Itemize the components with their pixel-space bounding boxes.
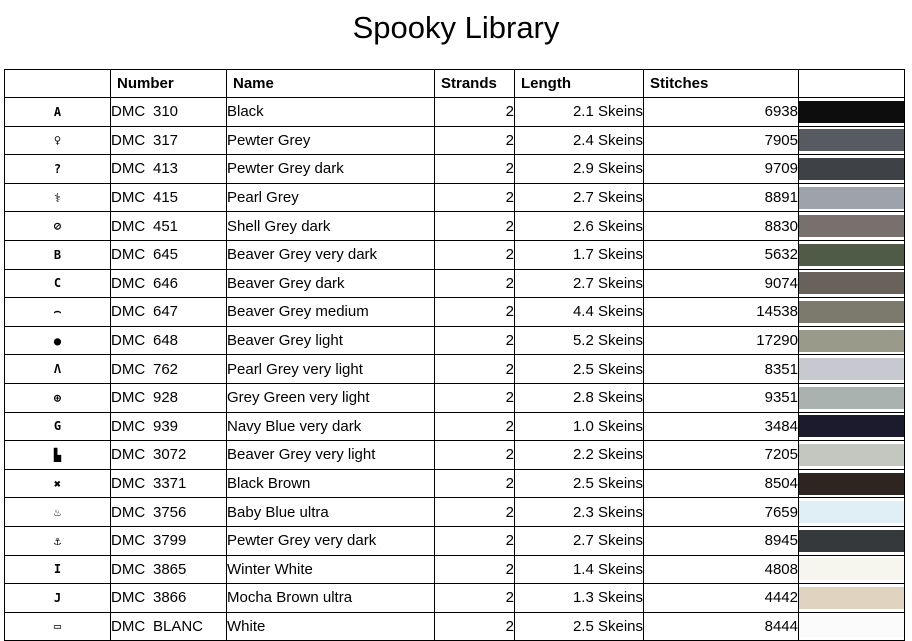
thread-name: Beaver Grey very dark	[227, 240, 435, 269]
thread-code: 939	[153, 417, 179, 435]
thread-length: 2.6 Skeins	[515, 212, 644, 241]
thread-number	[111, 183, 227, 212]
thread-length: 2.7 Skeins	[515, 183, 644, 212]
color-swatch-cell	[799, 612, 905, 641]
thread-strands: 2	[435, 412, 515, 441]
thread-length: 4.4 Skeins	[515, 298, 644, 327]
thread-stitches: 17290	[644, 326, 799, 355]
thread-number	[111, 612, 227, 641]
color-swatch	[799, 272, 904, 294]
thread-strands: 2	[435, 612, 515, 641]
thread-length: 2.8 Skeins	[515, 383, 644, 412]
thread-strands: 2	[435, 212, 515, 241]
table-row	[5, 98, 905, 127]
stitch-symbol: ⊘	[5, 212, 111, 241]
thread-stitches: 9351	[644, 383, 799, 412]
thread-code: 762	[153, 360, 179, 378]
thread-name: Pewter Grey	[227, 126, 435, 155]
stitch-symbol: ▭	[5, 612, 111, 641]
stitch-symbol: ✖	[5, 469, 111, 498]
thread-strands: 2	[435, 383, 515, 412]
header-stitches: Stitches	[644, 70, 799, 98]
thread-number	[111, 584, 227, 613]
color-swatch	[799, 215, 904, 237]
thread-brand: DMC	[111, 303, 146, 321]
table-row	[5, 155, 905, 184]
thread-stitches: 9709	[644, 155, 799, 184]
thread-strands: 2	[435, 555, 515, 584]
stitch-symbol: ♀	[5, 126, 111, 155]
thread-length: 1.7 Skeins	[515, 240, 644, 269]
table-row	[5, 298, 905, 327]
stitch-symbol: I	[5, 555, 111, 584]
color-swatch-cell	[799, 383, 905, 412]
thread-number	[111, 383, 227, 412]
thread-stitches: 8945	[644, 526, 799, 555]
color-swatch	[799, 587, 904, 609]
thread-stitches: 14538	[644, 298, 799, 327]
thread-length: 2.7 Skeins	[515, 526, 644, 555]
thread-number	[111, 212, 227, 241]
thread-stitches: 8351	[644, 355, 799, 384]
table-row	[5, 126, 905, 155]
thread-name: Pewter Grey very dark	[227, 526, 435, 555]
thread-brand: DMC	[111, 589, 146, 607]
thread-number	[111, 555, 227, 584]
thread-name: Pearl Grey very light	[227, 355, 435, 384]
table-row	[5, 212, 905, 241]
stitch-symbol: C	[5, 269, 111, 298]
thread-code: 415	[153, 189, 179, 207]
thread-number	[111, 269, 227, 298]
stitch-symbol: J	[5, 584, 111, 613]
thread-strands: 2	[435, 355, 515, 384]
stitch-symbol: ⚓	[5, 526, 111, 555]
header-color	[799, 70, 905, 98]
thread-length: 2.1 Skeins	[515, 98, 644, 127]
table-row	[5, 240, 905, 269]
thread-stitches: 5632	[644, 240, 799, 269]
table-row	[5, 555, 905, 584]
stitch-symbol: ⌢	[5, 298, 111, 327]
color-swatch-cell	[799, 126, 905, 155]
table-row	[5, 269, 905, 298]
color-swatch-cell	[799, 183, 905, 212]
thread-code: 3865	[153, 560, 187, 578]
thread-brand: DMC	[111, 389, 146, 407]
color-swatch-cell	[799, 584, 905, 613]
thread-stitches: 8444	[644, 612, 799, 641]
color-swatch	[799, 387, 904, 409]
stitch-symbol: ●	[5, 326, 111, 355]
stitch-symbol: ⊕	[5, 383, 111, 412]
thread-strands: 2	[435, 469, 515, 498]
thread-code: 3756	[153, 503, 187, 521]
color-swatch	[799, 530, 904, 552]
thread-stitches: 9074	[644, 269, 799, 298]
thread-number	[111, 155, 227, 184]
table-row	[5, 412, 905, 441]
thread-brand: DMC	[111, 131, 146, 149]
header-length: Length	[515, 70, 644, 98]
stitch-symbol: A	[5, 98, 111, 127]
thread-name: Black Brown	[227, 469, 435, 498]
thread-name: Black	[227, 98, 435, 127]
thread-length: 2.5 Skeins	[515, 469, 644, 498]
thread-stitches: 8830	[644, 212, 799, 241]
thread-strands: 2	[435, 326, 515, 355]
stitch-symbol: ⚕	[5, 183, 111, 212]
thread-stitches: 7905	[644, 126, 799, 155]
color-swatch	[799, 558, 904, 580]
thread-stitches: 8891	[644, 183, 799, 212]
color-swatch-cell	[799, 155, 905, 184]
thread-strands: 2	[435, 98, 515, 127]
thread-strands: 2	[435, 298, 515, 327]
thread-code: 647	[153, 303, 179, 321]
thread-number	[111, 498, 227, 527]
thread-brand: DMC	[111, 503, 146, 521]
stitch-symbol: ?	[5, 155, 111, 184]
thread-code: 3371	[153, 475, 187, 493]
thread-stitches: 7659	[644, 498, 799, 527]
stitch-symbol: ▙	[5, 441, 111, 470]
thread-brand: DMC	[111, 446, 146, 464]
color-swatch-cell	[799, 555, 905, 584]
thread-number	[111, 355, 227, 384]
thread-name: Winter White	[227, 555, 435, 584]
table-row	[5, 612, 905, 641]
thread-length: 1.4 Skeins	[515, 555, 644, 584]
table-row	[5, 383, 905, 412]
header-name: Name	[227, 70, 435, 98]
color-swatch-cell	[799, 212, 905, 241]
thread-stitches: 3484	[644, 412, 799, 441]
table-row	[5, 183, 905, 212]
thread-number	[111, 469, 227, 498]
thread-code: 317	[153, 131, 179, 149]
table-row	[5, 526, 905, 555]
header-symbol	[5, 70, 111, 98]
color-swatch	[799, 187, 904, 209]
thread-brand: DMC	[111, 189, 146, 207]
thread-length: 2.4 Skeins	[515, 126, 644, 155]
thread-brand: DMC	[111, 617, 146, 635]
color-swatch-cell	[799, 240, 905, 269]
thread-brand: DMC	[111, 246, 146, 264]
thread-number	[111, 326, 227, 355]
thread-code: 3072	[153, 446, 187, 464]
thread-length: 2.9 Skeins	[515, 155, 644, 184]
table-row	[5, 498, 905, 527]
thread-code: BLANC	[153, 617, 204, 635]
page-title: Spooky Library	[352, 10, 560, 45]
table-header-row	[5, 70, 905, 98]
thread-code: 310	[153, 103, 179, 121]
thread-name: Beaver Grey medium	[227, 298, 435, 327]
color-swatch-cell	[799, 441, 905, 470]
thread-code: 645	[153, 246, 179, 264]
header-strands: Strands	[435, 70, 515, 98]
thread-number	[111, 98, 227, 127]
color-swatch-cell	[799, 98, 905, 127]
thread-stitches: 7205	[644, 441, 799, 470]
thread-code: 648	[153, 332, 179, 350]
thread-legend-table	[4, 69, 905, 641]
thread-stitches: 4808	[644, 555, 799, 584]
color-swatch	[799, 473, 904, 495]
thread-code: 928	[153, 389, 179, 407]
thread-brand: DMC	[111, 332, 146, 350]
thread-name: White	[227, 612, 435, 641]
thread-strands: 2	[435, 441, 515, 470]
thread-strands: 2	[435, 126, 515, 155]
thread-name: Pewter Grey dark	[227, 155, 435, 184]
thread-strands: 2	[435, 526, 515, 555]
thread-brand: DMC	[111, 532, 146, 550]
color-swatch	[799, 129, 904, 151]
table-row	[5, 326, 905, 355]
thread-number	[111, 240, 227, 269]
table-row	[5, 441, 905, 470]
thread-number	[111, 526, 227, 555]
thread-brand: DMC	[111, 274, 146, 292]
stitch-symbol: ♨	[5, 498, 111, 527]
color-swatch	[799, 330, 904, 352]
thread-brand: DMC	[111, 475, 146, 493]
thread-length: 2.2 Skeins	[515, 441, 644, 470]
thread-strands: 2	[435, 240, 515, 269]
color-swatch-cell	[799, 526, 905, 555]
table-row	[5, 469, 905, 498]
thread-brand: DMC	[111, 560, 146, 578]
thread-length: 2.7 Skeins	[515, 269, 644, 298]
thread-name: Beaver Grey very light	[227, 441, 435, 470]
thread-code: 646	[153, 274, 179, 292]
thread-stitches: 8504	[644, 469, 799, 498]
thread-name: Baby Blue ultra	[227, 498, 435, 527]
thread-brand: DMC	[111, 160, 146, 178]
thread-name: Grey Green very light	[227, 383, 435, 412]
color-swatch	[799, 415, 904, 437]
thread-stitches: 6938	[644, 98, 799, 127]
thread-brand: DMC	[111, 103, 146, 121]
thread-length: 2.3 Skeins	[515, 498, 644, 527]
thread-name: Navy Blue very dark	[227, 412, 435, 441]
stitch-symbol: G	[5, 412, 111, 441]
color-swatch	[799, 158, 904, 180]
thread-name: Shell Grey dark	[227, 212, 435, 241]
color-swatch-cell	[799, 298, 905, 327]
thread-name: Beaver Grey light	[227, 326, 435, 355]
table-row	[5, 355, 905, 384]
thread-brand: DMC	[111, 417, 146, 435]
header-number: Number	[111, 70, 227, 98]
thread-strands: 2	[435, 155, 515, 184]
thread-name: Mocha Brown ultra	[227, 584, 435, 613]
thread-brand: DMC	[111, 217, 146, 235]
thread-number	[111, 126, 227, 155]
thread-strands: 2	[435, 584, 515, 613]
thread-length: 5.2 Skeins	[515, 326, 644, 355]
thread-code: 451	[153, 217, 179, 235]
color-swatch	[799, 244, 904, 266]
thread-length: 1.0 Skeins	[515, 412, 644, 441]
table-row	[5, 584, 905, 613]
thread-stitches: 4442	[644, 584, 799, 613]
color-swatch	[799, 615, 904, 637]
color-swatch	[799, 501, 904, 523]
color-swatch	[799, 301, 904, 323]
thread-code: 3866	[153, 589, 187, 607]
thread-strands: 2	[435, 183, 515, 212]
thread-number	[111, 412, 227, 441]
thread-code: 3799	[153, 532, 187, 550]
thread-strands: 2	[435, 269, 515, 298]
stitch-symbol: B	[5, 240, 111, 269]
color-swatch	[799, 358, 904, 380]
thread-length: 1.3 Skeins	[515, 584, 644, 613]
color-swatch-cell	[799, 269, 905, 298]
color-swatch-cell	[799, 469, 905, 498]
color-swatch-cell	[799, 326, 905, 355]
color-swatch	[799, 444, 904, 466]
thread-code: 413	[153, 160, 179, 178]
thread-name: Beaver Grey dark	[227, 269, 435, 298]
thread-brand: DMC	[111, 360, 146, 378]
color-swatch	[799, 101, 904, 123]
stitch-symbol: Λ	[5, 355, 111, 384]
thread-number	[111, 441, 227, 470]
color-swatch-cell	[799, 498, 905, 527]
color-swatch-cell	[799, 355, 905, 384]
thread-strands: 2	[435, 498, 515, 527]
thread-number	[111, 298, 227, 327]
color-swatch-cell	[799, 412, 905, 441]
thread-name: Pearl Grey	[227, 183, 435, 212]
thread-length: 2.5 Skeins	[515, 355, 644, 384]
thread-length: 2.5 Skeins	[515, 612, 644, 641]
